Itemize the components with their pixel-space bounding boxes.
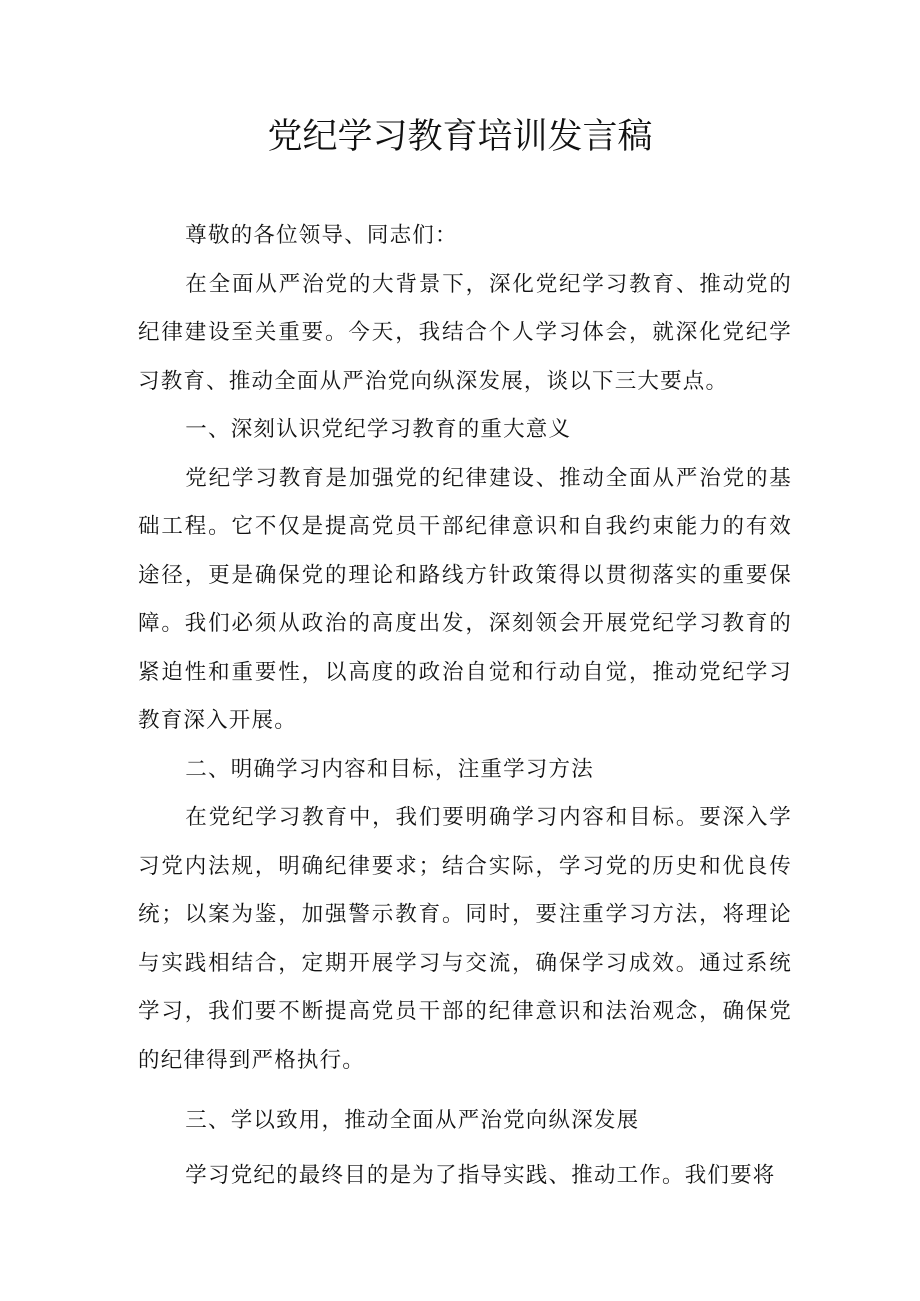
document-title: 党纪学习教育培训发言稿 — [267, 117, 653, 157]
section-1-paragraph: 党纪学习教育是加强党的纪律建设、推动全面从严治党的基础工程。它不仅是提高党员干部纪律意识和自我约束能力的有效途径，更是确保党的理论和路线方针政策得以贯彻落实的重要保障。我们必须从政治的高度出发，深刻领会开展党纪学习教育的紧迫性和重要性，以高度的政治自觉和行动自觉，推动党纪学习教育深入开展。 — [138, 465, 792, 733]
section-1-heading: 一、深刻认识党纪学习教育的重大意义 — [185, 417, 572, 442]
section-2-paragraph: 在党纪学习教育中，我们要明确学习内容和目标。要深入学习党内法规，明确纪律要求；结合实际，学习党的历史和优良传统；以案为鉴，加强警示教育。同时，要注重学习方法，将理论与实践相结合，定期开展学习与交流，确保学习成效。通过系统学习，我们要不断提高党员干部的纪律意识和法治观念，确保党的纪律得到严格执行。 — [138, 805, 792, 1073]
salutation: 尊敬的各位领导、同志们： — [185, 223, 458, 248]
section-3-paragraph: 学习党纪的最终目的是为了指导实践、推动工作。我们要将 — [185, 1162, 776, 1188]
document-body — [138, 212, 792, 1200]
intro-paragraph: 在全面从严治党的大背景下，深化党纪学习教育、推动党的纪律建设至关重要。今天，我结合个人学习体会，就深化党纪学习教育、推动全面从严治党向纵深发展，谈以下三大要点。 — [138, 271, 792, 394]
section-2-heading: 二、明确学习内容和目标，注重学习方法 — [185, 756, 594, 782]
section-3-heading: 三、学以致用，推动全面从严治党向纵深发展 — [185, 1108, 640, 1133]
